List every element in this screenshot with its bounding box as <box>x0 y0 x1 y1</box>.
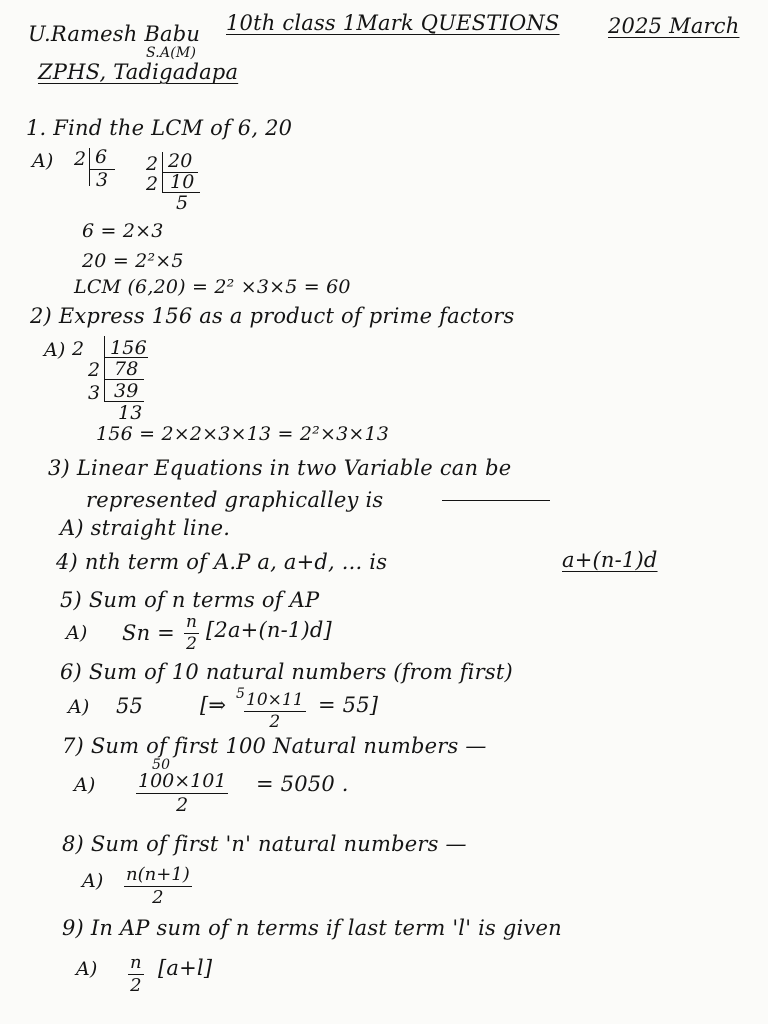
q2-dividend-2: 78 <box>114 358 139 380</box>
q8-answer-label: A) <box>82 870 104 892</box>
q1-answer-label: A) <box>32 150 54 172</box>
q9-frac-num: n <box>130 952 142 973</box>
q2-dividend-3: 39 <box>114 380 139 402</box>
q5-answer-rhs: [2a+(n-1)d] <box>206 618 332 642</box>
q2-rule-2 <box>104 379 144 380</box>
q5-frac-den: 2 <box>186 634 197 654</box>
author-name: U.Ramesh Babu <box>28 22 201 46</box>
q2-division-bar <box>104 336 105 402</box>
q2-rule-3 <box>104 401 144 402</box>
q7-small: 50 <box>152 757 171 773</box>
q1-div-b-dividend: 20 <box>168 150 193 172</box>
q9-question: 9) In AP sum of n terms if last term 'l' is given <box>62 916 562 940</box>
q7-answer-label: A) <box>74 774 96 796</box>
designation: S.A(M) <box>146 45 197 61</box>
q2-final: 13 <box>118 402 143 424</box>
q6-answer: 55 <box>116 694 144 718</box>
q1-div-a-divisor: 2 <box>74 148 87 170</box>
q7-result: = 5050 . <box>256 772 349 796</box>
q4-answer: a+(n-1)d <box>562 548 658 572</box>
q2-question: 2) Express 156 as a product of prime factors <box>30 304 515 328</box>
q6-question: 6) Sum of 10 natural numbers (from first) <box>60 660 513 684</box>
q5-question: 5) Sum of n terms of AP <box>60 588 320 612</box>
q8-fraction <box>124 866 192 907</box>
q4-question: 4) nth term of A.P a, a+d, ... is <box>56 550 388 574</box>
q7-frac-den: 2 <box>176 794 189 816</box>
q6-working-num: 10×11 <box>246 690 304 710</box>
q2-answer-label: A) <box>44 339 66 361</box>
q1-line1: 6 = 2×3 <box>82 220 164 242</box>
q3-question-line2: represented graphicalley is <box>86 488 384 512</box>
q5-answer-label: A) <box>66 622 88 644</box>
q3-question-line1: 3) Linear Equations in two Variable can be <box>48 456 512 480</box>
q1-div-a-dividend: 6 <box>95 146 108 168</box>
q7-fraction <box>136 772 228 815</box>
exam-date: 2025 March <box>608 14 740 38</box>
q9-answer-label: A) <box>76 958 98 980</box>
q2-divisor-1: 2 <box>72 338 85 360</box>
q8-question: 8) Sum of first 'n' natural numbers — <box>62 832 467 856</box>
q2-dividend-1: 156 <box>110 337 147 359</box>
q6-working-prefix: [⇒ <box>200 693 227 717</box>
q5-frac-num: n <box>186 612 197 632</box>
q7-frac-num: 100×101 <box>138 770 227 792</box>
q6-working-suffix: = 55] <box>318 693 379 717</box>
q2-divisor-2: 2 <box>88 359 101 381</box>
q1-div-b-divisor1: 2 <box>146 153 159 175</box>
q1-line3: LCM (6,20) = 2² ×3×5 = 60 <box>74 276 351 298</box>
q6-answer-label: A) <box>68 696 90 718</box>
q3-blank <box>442 500 550 501</box>
q1-div-b-divisor2: 2 <box>146 173 159 195</box>
q8-frac-den: 2 <box>152 887 164 908</box>
q5-fraction <box>184 614 199 653</box>
q9-answer-rhs: [a+l] <box>158 956 213 980</box>
q2-divisor-3: 3 <box>88 382 101 404</box>
q9-frac-den: 2 <box>130 975 142 996</box>
page-title: 10th class 1Mark QUESTIONS <box>226 11 560 35</box>
q6-working-den: 2 <box>269 712 281 732</box>
q1-question: 1. Find the LCM of 6, 20 <box>26 116 293 140</box>
school-name: ZPHS, Tadigadapa <box>38 60 239 84</box>
q5-answer-lhs: Sn = <box>122 621 175 645</box>
q1-line2: 20 = 2²×5 <box>82 250 184 272</box>
q1-div-a-bar <box>89 148 90 186</box>
q6-working-fraction <box>244 692 306 731</box>
q3-answer: A) straight line. <box>60 516 231 540</box>
q1-div-b-quotient: 5 <box>176 192 189 214</box>
q7-question: 7) Sum of first 100 Natural numbers — <box>62 734 487 758</box>
q8-frac-num: n(n+1) <box>126 864 190 885</box>
q2-result: 156 = 2×2×3×13 = 2²×3×13 <box>96 423 390 445</box>
q1-div-a-quotient: 3 <box>96 169 109 191</box>
q6-working-small: 5 <box>236 686 246 702</box>
q1-div-b-step2: 10 <box>170 171 195 193</box>
q9-fraction <box>128 954 144 995</box>
q2-rule-1 <box>104 357 148 358</box>
